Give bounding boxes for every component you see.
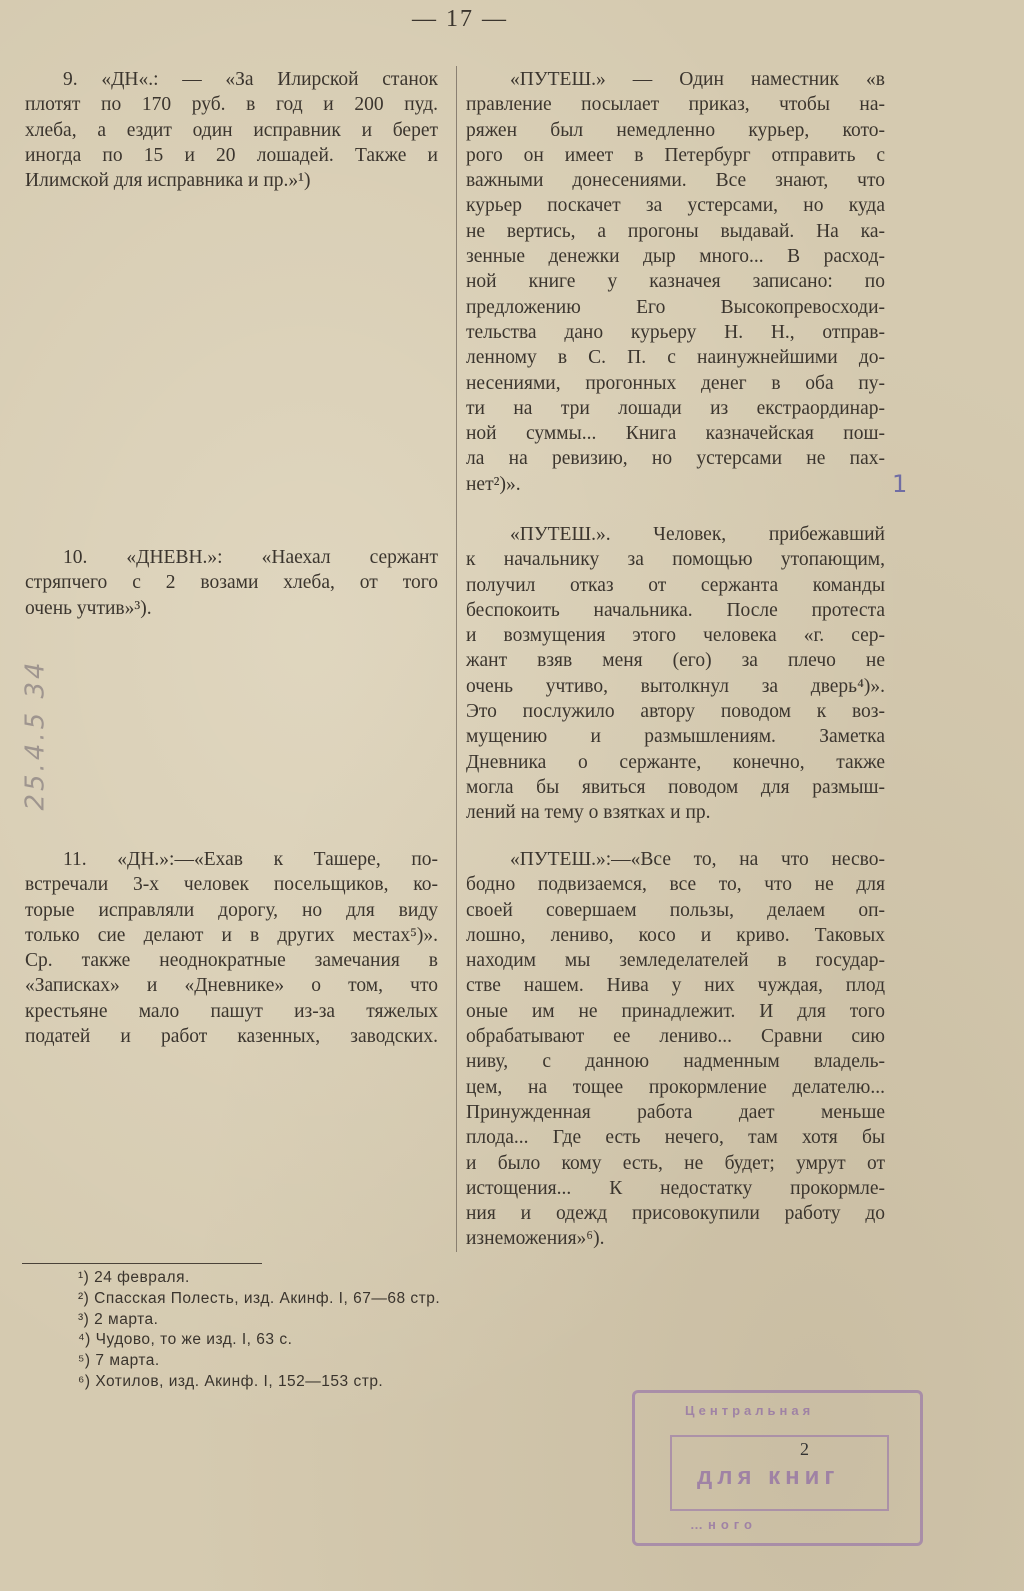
text-line: бодно подвизаемся, все то, что не для: [466, 874, 885, 896]
stamp-top-text: Центральная: [685, 1403, 815, 1418]
text-line: 9. «ДН«.: — «За Илирской станок: [63, 69, 438, 90]
footnote-1: ¹) 24 февраля.: [78, 1269, 190, 1286]
text-line: обрабатывают ее лениво... Сравни сию: [466, 1026, 885, 1048]
paragraph-entry-10: [25, 545, 438, 621]
text-line: курьер поскачет за устерсами, но куда: [466, 195, 885, 217]
text-line: и было кому есть, не будет; умрут от: [466, 1152, 885, 1174]
text-line: Илимской для исправника и пр.»¹): [25, 170, 311, 192]
text-line: правление посылает приказ, чтобы на-: [466, 94, 885, 116]
text-line: получил отказ от сержанта команды: [466, 574, 885, 596]
text-line: лошно, лениво, косо и криво. Таковых: [466, 924, 885, 946]
text-line: оные им не принадлежит. И для того: [466, 1000, 885, 1022]
page-number: — 17 —: [412, 6, 508, 32]
text-line: только сие делают и в других местах⁵)».: [25, 924, 438, 946]
footnote-4: ⁴) Чудово, то же изд. I, 63 с.: [78, 1331, 293, 1349]
stamp-number: 2: [800, 1439, 809, 1459]
text-line: тельства дано курьеру Н. Н., отправ-: [466, 321, 885, 343]
text-line: к начальнику за помощью утопающим,: [466, 549, 885, 571]
text-line: 11. «ДН.»:—«Ехав к Ташере, по-: [63, 849, 438, 870]
text-line: Ср. также неоднократные замечания в: [25, 950, 438, 972]
text-line: находим мы земледелателей в государ-: [466, 950, 885, 972]
text-line: и возмущения этого человека «г. сер-: [466, 625, 885, 647]
text-line: ной книге у казначея записано: по: [466, 271, 885, 293]
handwritten-margin-note: 25.4.5 34: [20, 659, 51, 811]
text-line: ния и одежд присовокупили работу до: [466, 1203, 885, 1225]
footnote-5: ⁵) 7 марта.: [78, 1352, 160, 1370]
text-line: ла на ревизию, но устерсами не пах-: [466, 448, 885, 470]
text-line: зенные денежки дыр много... В расход-: [466, 246, 885, 268]
paragraph-puteshestvie-3: [466, 847, 885, 1252]
footnote-3: ³) 2 марта.: [78, 1310, 159, 1328]
paragraph-entry-11: [25, 847, 438, 1049]
text-line: ниву, с данною надменным владель-: [466, 1051, 885, 1073]
text-line: 10. «ДНЕВН.»: «Наехал сержант: [63, 547, 438, 568]
stamp-bottom-text: …ного: [690, 1517, 757, 1532]
text-line: беспокоить начальника. После протеста: [466, 599, 885, 621]
text-line: изнеможения»⁶).: [466, 1228, 605, 1250]
text-line: Дневника о сержанте, конечно, также: [466, 751, 885, 773]
paragraph-entry-9: [25, 67, 438, 193]
text-line: ти на три лошади из екстраординар-: [466, 397, 885, 419]
footnote-6: ⁶) Хотилов, изд. Акинф. I, 152—153 стр.: [78, 1372, 384, 1390]
text-line: «ПУТЕШ.». Человек, прибежавший: [510, 524, 885, 545]
text-line: предложению Его Высокопревосходи-: [466, 296, 885, 318]
text-line: плотят по 170 руб. в год и 200 пуд.: [25, 94, 438, 116]
column-divider: [456, 66, 457, 1252]
stamp-middle-text: для книг: [697, 1463, 840, 1490]
text-line: «Записках» и «Дневнике» о том, что: [25, 975, 438, 997]
paragraph-puteshestvie-1: [466, 67, 885, 497]
text-line: цем, на тощее прокормление делателю...: [466, 1076, 885, 1098]
footnote-2: ²) Спасская Полесть, изд. Акинф. I, 67—68 стр.: [78, 1289, 441, 1307]
library-stamp: [632, 1390, 923, 1546]
text-line: хлеба, а ездит один исправник и берет: [25, 119, 438, 141]
text-line: могла бы явиться поводом для размыш-: [466, 776, 885, 798]
text-line: крестьяне мало пашут из-за тяжелых: [25, 1000, 438, 1022]
text-line: торые исправляли дорогу, но для виду: [25, 899, 438, 921]
text-line: Это послужило автору поводом к воз-: [466, 701, 885, 723]
text-line: не вертись, а прогоны выдавай. На ка-: [466, 220, 885, 242]
text-line: мущению и размышлениям. Заметка: [466, 726, 885, 748]
text-line: ленному в С. П. с наинужнейшими до-: [466, 347, 885, 369]
text-line: податей и работ казенных, заводских.: [25, 1026, 438, 1048]
text-line: ряжен был немедленно курьер, кото-: [466, 119, 885, 141]
text-line: иногда по 15 и 20 лошадей. Также и: [25, 144, 438, 166]
text-line: ной суммы... Книга казначейская пош-: [466, 423, 885, 445]
footnote-rule: [22, 1263, 262, 1264]
text-line: своей совершаем пользы, делаем оп-: [466, 899, 885, 921]
text-line: лений на тему о взятках и пр.: [466, 802, 711, 824]
handwritten-mark: 1: [892, 470, 908, 498]
text-line: «ПУТЕШ.» — Один наместник «в: [510, 69, 885, 90]
footnotes: [78, 1268, 440, 1393]
text-line: очень учтиво, вытолкнул за дверь⁴)».: [466, 675, 885, 697]
text-line: стве нашем. Нива у них чуждая, плод: [466, 975, 885, 997]
text-line: несениями, прогонных денег в оба пу-: [466, 372, 885, 394]
text-line: Принужденная работа дает меньше: [466, 1101, 885, 1123]
text-line: рого он имеет в Петербург отправить с: [466, 144, 885, 166]
text-line: нет²)».: [466, 473, 521, 495]
text-line: «ПУТЕШ.»:—«Все то, на что несво-: [510, 849, 885, 870]
text-line: истощения... К недостатку прокормле-: [466, 1177, 885, 1199]
text-line: стряпчего с 2 возами хлеба, от того: [25, 572, 438, 594]
text-line: жант взяв меня (его) за плечо не: [466, 650, 885, 672]
paragraph-puteshestvie-2: [466, 522, 885, 826]
text-line: важными донесениями. Все знают, что: [466, 170, 885, 192]
text-line: плода... Где есть нечего, там хотя бы: [466, 1127, 885, 1149]
text-line: очень учтив»³).: [25, 597, 152, 619]
text-line: встречали 3-х человек посельщиков, ко-: [25, 874, 438, 896]
